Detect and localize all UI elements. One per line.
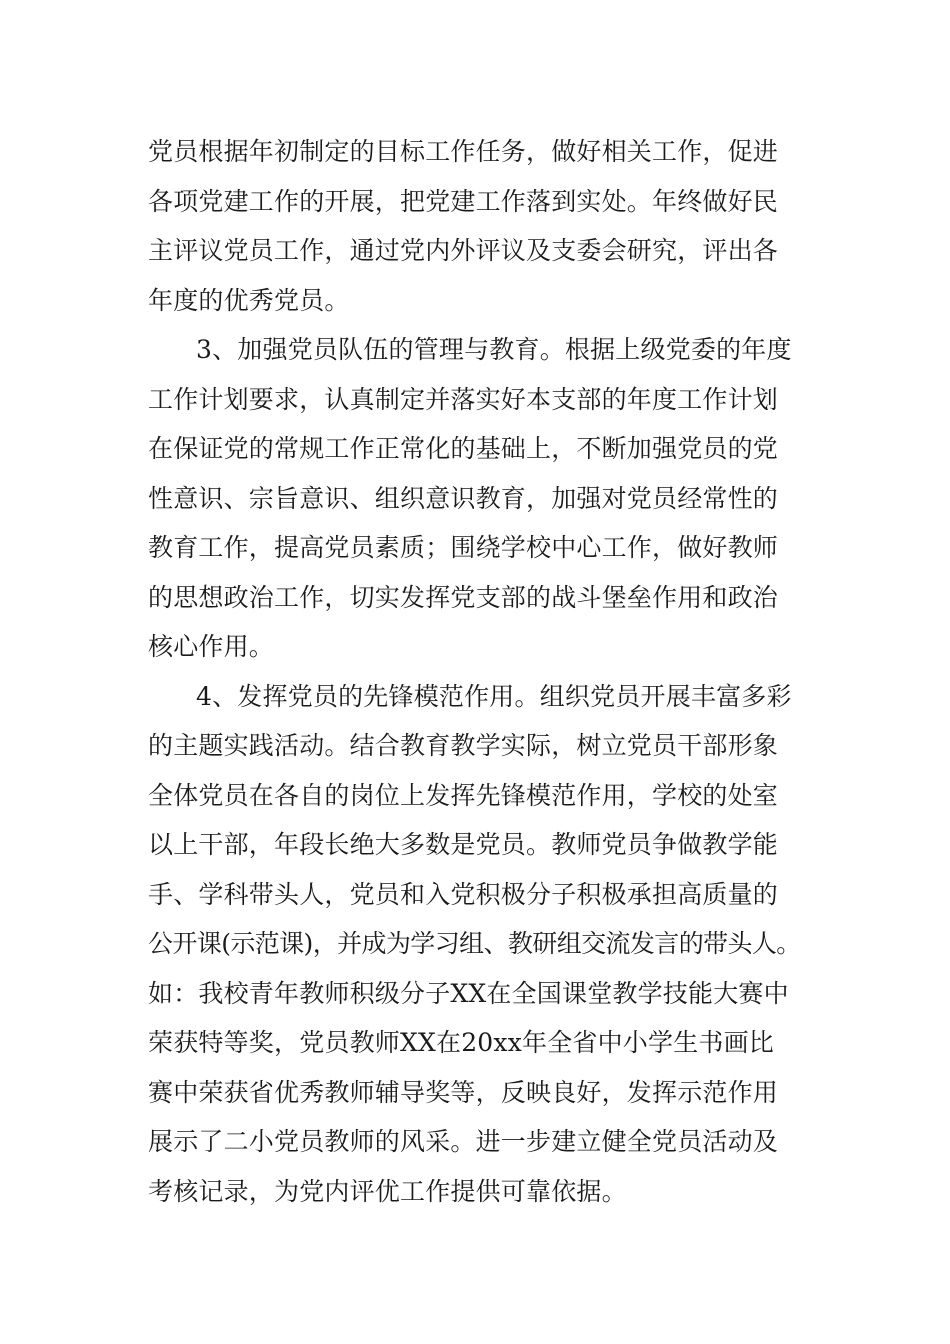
text-line: 如：我校青年教师积级分子XX在全国课堂教学技能大赛中 (148, 979, 789, 1008)
text-line: 公开课(示范课)，并成为学习组、教研组交流发言的带头人。 (148, 929, 801, 958)
text-line: 主评议党员工作，通过党内外评议及支委会研究，评出各 (148, 236, 779, 265)
text-line: 性意识、宗旨意识、组织意识教育，加强对党员经常性的 (148, 484, 779, 513)
text-line: 核心作用。 (148, 632, 275, 661)
text-line: 赛中荣获省优秀教师辅导奖等，反映良好，发挥示范作用 (148, 1078, 779, 1107)
text-line: 荣获特等奖，党员教师XX在20xx年全省中小学生书画比 (148, 1028, 775, 1057)
text-line: 的主题实践活动。结合教育教学实际，树立党员干部形象 (148, 731, 779, 760)
text-line: 工作计划要求，认真制定并落实好本支部的年度工作计划 (148, 385, 779, 414)
paragraph-3-first-line: 3、加强党员队伍的管理与教育。根据上级党委的年度 (196, 335, 792, 364)
text-line: 的思想政治工作，切实发挥党支部的战斗堡垒作用和政治 (148, 583, 779, 612)
text-line: 党员根据年初制定的目标工作任务，做好相关工作，促进 (148, 137, 779, 166)
text-line: 以上干部，年段长绝大多数是党员。教师党员争做教学能 (148, 830, 779, 859)
text-line: 手、学科带头人，党员和入党积极分子积极承担高质量的 (148, 880, 779, 909)
text-line: 年度的优秀党员。 (148, 286, 350, 315)
text-line: 展示了二小党员教师的风采。进一步建立健全党员活动及 (148, 1127, 779, 1156)
text-line: 全体党员在各自的岗位上发挥先锋模范作用，学校的处室 (148, 781, 779, 810)
text-line: 各项党建工作的开展，把党建工作落到实处。年终做好民 (148, 187, 779, 216)
text-line: 在保证党的常规工作正常化的基础上，不断加强党员的党 (148, 434, 779, 463)
paragraph-4-first-line: 4、发挥党员的先锋模范作用。组织党员开展丰富多彩 (196, 682, 792, 711)
text-line: 教育工作，提高党员素质；围绕学校中心工作，做好教师 (148, 533, 779, 562)
text-line: 考核记录，为党内评优工作提供可靠依据。 (148, 1177, 627, 1206)
